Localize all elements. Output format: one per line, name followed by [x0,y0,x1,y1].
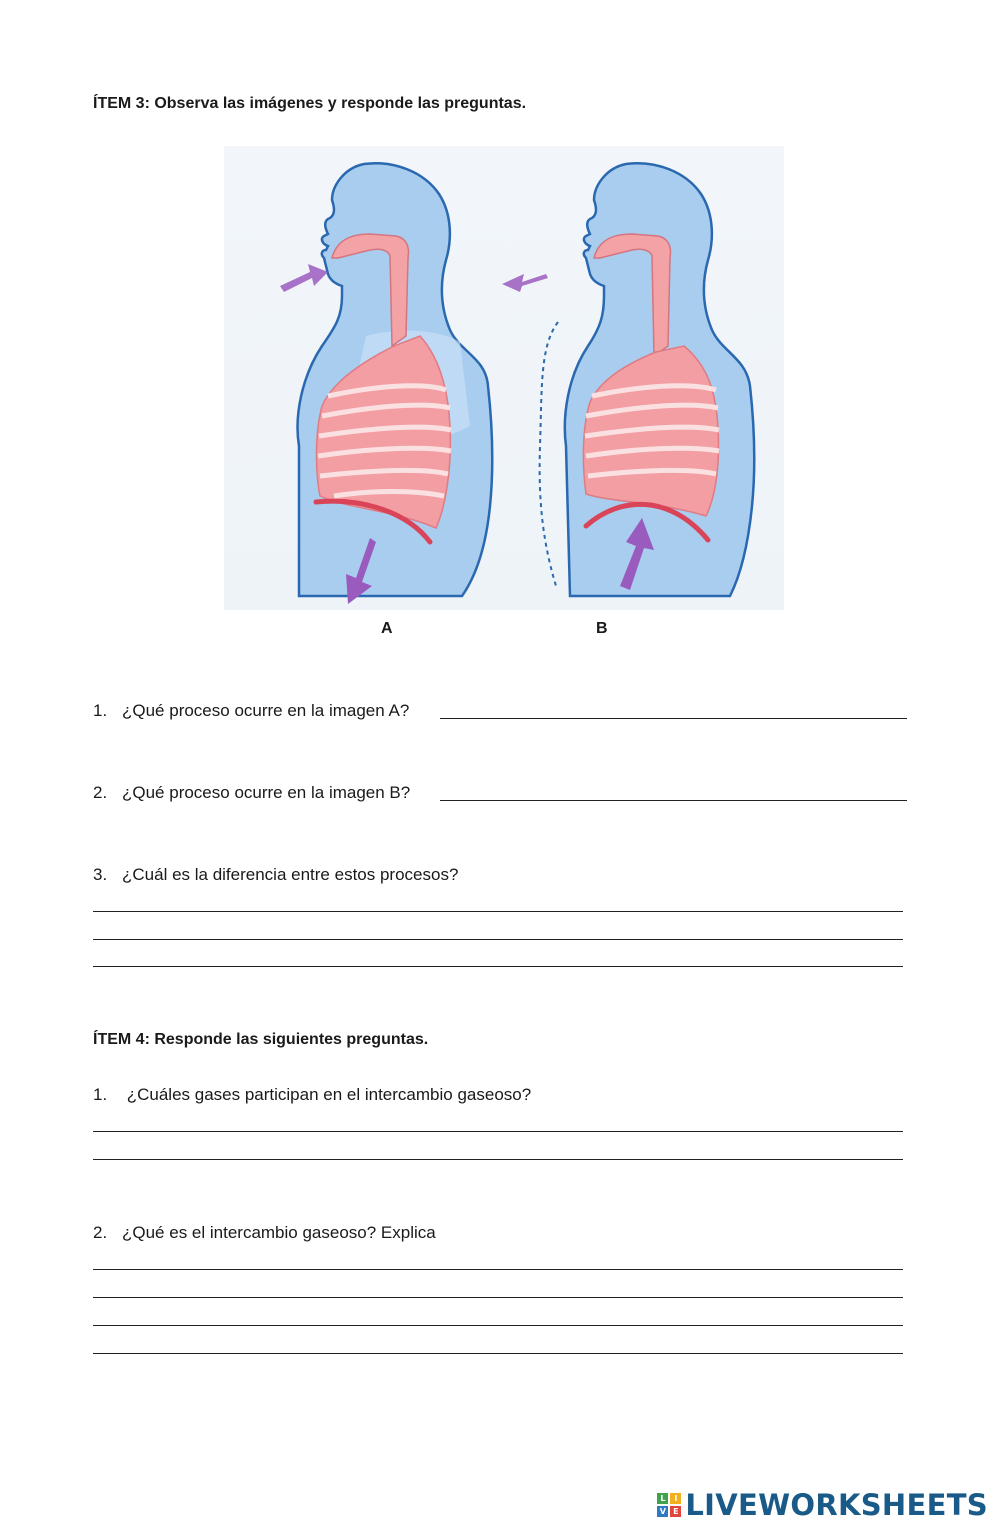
answer-line[interactable] [93,1159,903,1160]
logo-letter: L [657,1493,668,1504]
logo-letter: E [670,1506,681,1517]
breathing-diagram [224,146,784,610]
question-text: ¿Cuál es la diferencia entre estos procesos? [122,865,459,884]
liveworksheets-logo [657,1488,988,1522]
question-number: 1. [93,1085,108,1104]
answer-line[interactable] [93,1131,903,1132]
question-number: 3. [93,865,108,884]
question-text: ¿Qué proceso ocurre en la imagen B? [122,783,411,802]
question-number: 2. [93,783,108,802]
answer-line[interactable] [93,966,903,967]
answer-line[interactable] [93,911,903,912]
logo-wordmark: LIVEWORKSHEETS [685,1488,988,1522]
answer-line[interactable] [93,939,903,940]
question-item4-1 [93,1085,531,1105]
answer-line[interactable] [93,1297,903,1298]
answer-line[interactable] [93,1353,903,1354]
answer-line[interactable] [93,1269,903,1270]
question-text: ¿Qué es el intercambio gaseoso? Explica [122,1223,436,1242]
item3-heading: ÍTEM 3: Observa las imágenes y responde las preguntas. [93,95,527,112]
question-text: ¿Cuáles gases participan en el intercambio gaseoso? [122,1085,532,1104]
item4-heading: ÍTEM 4: Responde las siguientes preguntas. [93,1031,429,1048]
question-item4-2 [93,1223,436,1243]
question-item3-3 [93,865,458,885]
figure-label-a: A [381,620,393,637]
question-text: ¿Qué proceso ocurre en la imagen A? [122,701,410,720]
question-item3-1 [93,701,409,721]
answer-line[interactable] [440,800,907,801]
question-number: 1. [93,701,108,720]
answer-line[interactable] [93,1325,903,1326]
answer-line[interactable] [440,718,907,719]
question-item3-2 [93,783,410,803]
logo-letter: I [670,1493,681,1504]
breathing-illustration [224,146,784,610]
question-number: 2. [93,1223,108,1242]
logo-icon [657,1493,681,1517]
figure-label-b: B [596,620,608,637]
logo-letter: V [657,1506,668,1517]
